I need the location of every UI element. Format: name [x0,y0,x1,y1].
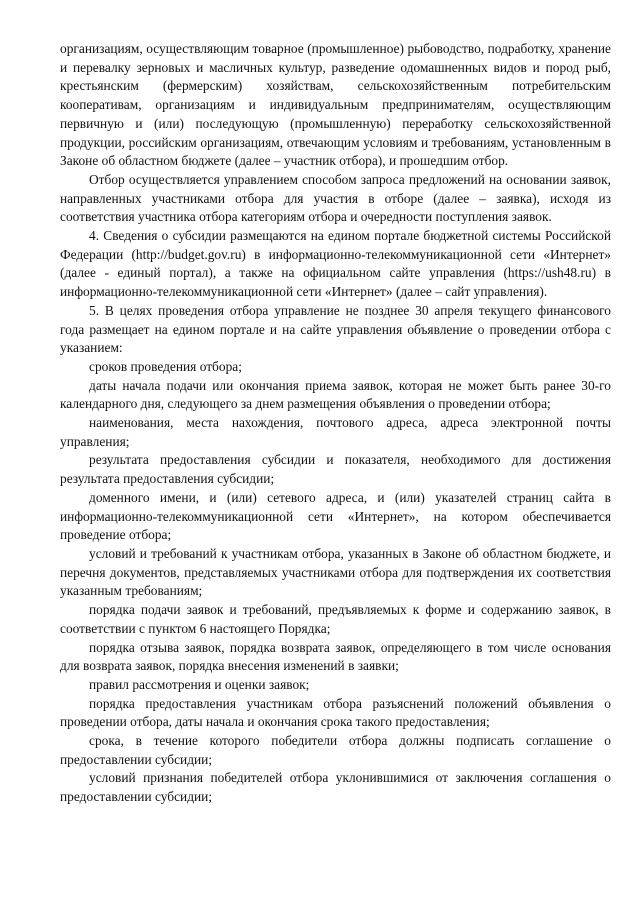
paragraph-item-4: 4. Сведения о субсидии размещаются на едином портале бюджетной системы Российской Федерации (http://budget.gov.ru) в информационно-телекоммуникационной сети «Интернет» (далее - единый портал), а также на официальном сайте управления (https://ush48.ru) в информационно-телекоммуникационной сети «Интернет» (далее – сайт управления). [60,228,611,300]
list-item-agreement-term: срока, в течение которого победители отбора должны подписать соглашение о предоставлении субсидии; [60,733,611,767]
list-item-clarifications: порядка предоставления участникам отбора разъяснений положений объявления о проведении отбора, даты начала и окончания срока такого предоставления; [60,695,611,730]
paragraph-item-5: 5. В целях проведения отбора управление не позднее 30 апреля текущего финансового года размещает на едином портале и на сайте управления объявление о проведении отбора с указанием: [60,302,611,356]
list-item-withdrawal-order: порядка отзыва заявок, порядка возврата заявок, определяющего в том числе основания для возврата заявок, порядка внесения изменений в заявки; [60,639,611,674]
document-body [60,40,611,807]
list-item-contacts: наименования, места нахождения, почтового адреса, адреса электронной почты управления; [60,415,611,449]
paragraph-selection-method: Отбор осуществляется управлением способом запроса предложений на основании заявок, направленных участниками отбора для участия в отборе (далее – заявка), исходя из соответствия участника отбора категориям отбора и очередности поступления заявок. [60,171,611,225]
list-item-application-dates: даты начала подачи или окончания приема заявок, которая не может быть ранее 30-го календарного дня, следующего за днем размещения объявления о проведении отбора; [60,377,611,412]
paragraph-recipients: организациям, осуществляющим товарное (промышленное) рыбоводство, подработку, хранение и перевалку зерновых и масличных культур, разведение одомашненных видов и пород рыб, крестьянским (фермерским) хозяйствам, сельскохозяйственным потребительским кооперативам, организациям и индивидуальным предпринимателям, осуществляющим первичную и (или) последующую (промышленную) переработку сельскохозяйственной продукции, российским организациям, отвечающим условиям и требованиям, установленным в Законе об областном бюджете (далее – участник отбора), и прошедшим отбор. [60,41,611,169]
list-item-selection-terms: сроков проведения отбора; [89,358,242,374]
list-item-evasion-conditions: условий признания победителей отбора уклонившимися от заключения соглашения о предоставлении субсидии; [60,770,611,805]
list-item-review-rules: правил рассмотрения и оценки заявок; [89,676,310,692]
list-item-requirements: условий и требований к участникам отбора, указанных в Законе об областном бюджете, и перечня документов, представляемых участниками отбора для подтверждения их соответствия указанным требованиям; [60,545,611,599]
list-item-domain: доменного имени, и (или) сетевого адреса, и (или) указателей страниц сайта в информационно-телекоммуникационной сети «Интернет», на котором обеспечивается проведение отбора; [60,489,611,543]
list-item-result: результата предоставления субсидии и показателя, необходимого для достижения результата предоставления субсидии; [60,452,611,487]
list-item-submission-order: порядка подачи заявок и требований, предъявляемых к форме и содержанию заявок, в соответствии с пунктом 6 настоящего Порядка; [60,602,611,636]
